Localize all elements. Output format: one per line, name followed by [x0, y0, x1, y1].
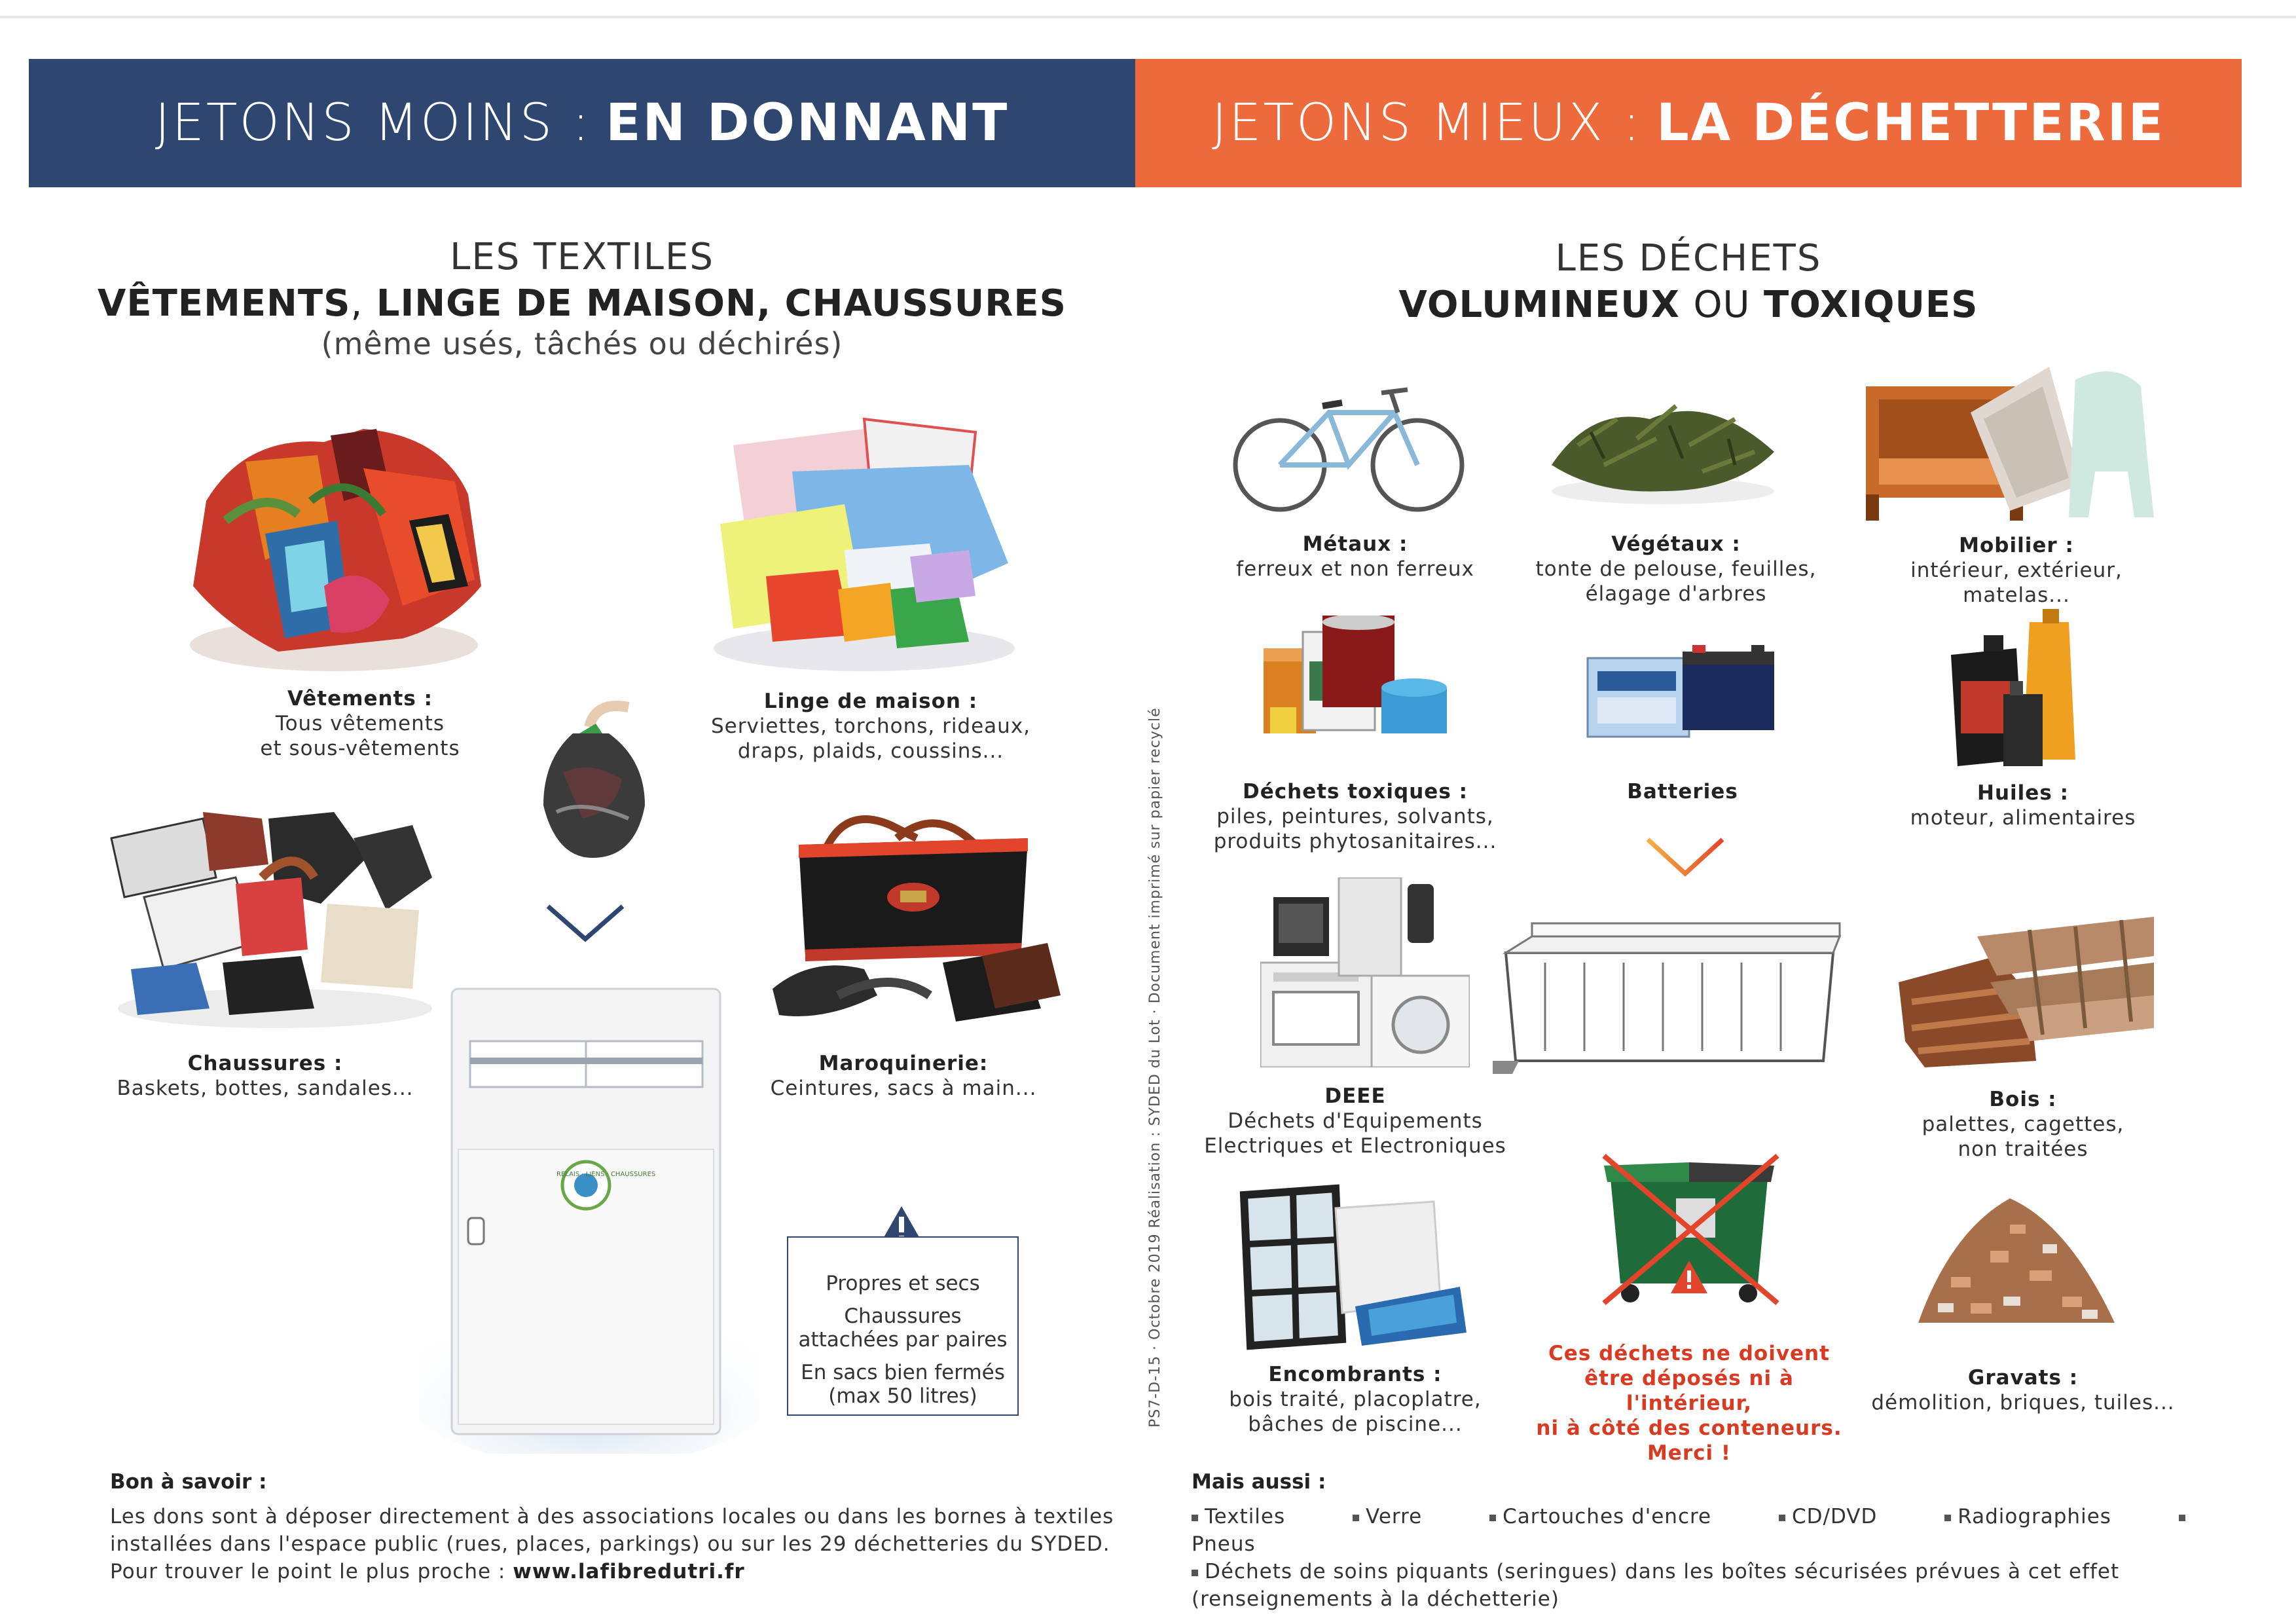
- right-note-line2: [1192, 1558, 2239, 1585]
- right-note-line3: (renseignements à la déchetterie): [1192, 1587, 1559, 1611]
- caption-title: Chaussures :: [187, 1052, 343, 1075]
- pallets-icon: [1886, 910, 2160, 1074]
- list-item: [1192, 1505, 1315, 1528]
- caption-title: Déchets toxiques :: [1243, 780, 1468, 803]
- bullet-icon: [1192, 1515, 1198, 1521]
- clothes-pile-icon: [167, 390, 498, 678]
- caption-desc: élagage d'arbres: [1585, 582, 1767, 606]
- forbidden-line: être déposés ni à l'intérieur,: [1584, 1367, 1794, 1415]
- textile-bag-icon: [517, 701, 668, 864]
- caption-gravats: [1846, 1365, 2200, 1415]
- forbidden-note: [1525, 1341, 1853, 1466]
- chevron-down-icon: [545, 904, 625, 943]
- bulky-waste-icon: [1237, 1182, 1473, 1352]
- bicycle-icon: [1231, 367, 1467, 517]
- chevron-down-icon: [1645, 837, 1725, 879]
- list-item: [1779, 1505, 1907, 1528]
- right-title-a: VOLUMINEUX: [1398, 284, 1680, 326]
- oil-cans-icon: [1944, 609, 2102, 773]
- caption-metaux: [1205, 532, 1506, 581]
- right-title-line1: LES DÉCHETS: [1555, 237, 1822, 280]
- caption-desc: draps, plaids, coussins...: [737, 739, 1004, 763]
- container-icon: [1493, 917, 1846, 1080]
- caption-desc: Electriques et Electroniques: [1204, 1134, 1506, 1158]
- top-rule: [0, 16, 2296, 18]
- caption-desc: tonte de pelouse, feuilles,: [1535, 557, 1817, 581]
- list-item: [1944, 1505, 2141, 1528]
- caption-title: Vêtements :: [287, 687, 433, 710]
- bullet-icon: [1489, 1515, 1496, 1521]
- list-item-label: Verre: [1366, 1505, 1423, 1528]
- linen-pile-icon: [694, 393, 1034, 674]
- green-waste-icon: [1539, 380, 1787, 511]
- forbidden-line: Merci !: [1647, 1441, 1732, 1465]
- left-note-line3: [110, 1558, 1131, 1585]
- caption-title: Végétaux :: [1611, 532, 1741, 556]
- right-note-line2-text: Déchets de soins piquants (seringues) dans les boîtes sécurisées prévues à cet effet: [1205, 1560, 2120, 1583]
- left-title-line1: LES TEXTILES: [450, 236, 714, 278]
- right-title-b: TOXIQUES: [1764, 284, 1978, 326]
- caption-mobilier: [1866, 533, 2167, 608]
- left-title-a: VÊTEMENTS: [98, 282, 351, 325]
- caption-bois: [1872, 1087, 2174, 1162]
- caption-vetements: [196, 686, 524, 761]
- caption-encombrants: [1198, 1362, 1512, 1437]
- caption-desc: bois traité, placoplatre,: [1229, 1388, 1482, 1411]
- caption-desc: Serviettes, torchons, rideaux,: [710, 714, 1031, 738]
- header-left: [29, 59, 1135, 187]
- forbidden-line: Ces déchets ne doivent: [1548, 1342, 1830, 1365]
- caption-title: Encombrants :: [1268, 1363, 1442, 1386]
- warning-line5: (max 50 litres): [828, 1384, 977, 1408]
- left-note-line2: installées dans l'espace public (rues, places, parkings) ou sur les 29 déchetteries du SYDED.: [110, 1532, 1110, 1556]
- caption-deee: [1178, 1084, 1532, 1158]
- header-right-light: JETONS MIEUX :: [1211, 94, 1643, 153]
- list-item-label: Radiographies: [1958, 1505, 2111, 1528]
- caption-desc: palettes, cagettes,: [1922, 1113, 2124, 1136]
- left-subtitle: (même usés, tâchés ou déchirés): [321, 326, 843, 361]
- left-note: [110, 1470, 1131, 1585]
- caption-desc: Tous vêtements: [275, 712, 445, 735]
- caption-desc: non traitées: [1958, 1137, 2088, 1161]
- header-right: [1135, 59, 2242, 187]
- left-title-b: LINGE DE MAISON, CHAUSSURES: [376, 282, 1066, 325]
- batteries-icon: [1584, 645, 1781, 743]
- header-left-bold: EN DONNANT: [606, 94, 1010, 153]
- print-credit: PS7-D-15 · Octobre 2019 Réalisation : SYDED du Lot · Document imprimé sur papier recyclé: [1147, 707, 1163, 1428]
- right-note-items: [1192, 1503, 2239, 1558]
- caption-desc: bâches de piscine...: [1248, 1412, 1463, 1436]
- list-item-label: Cartouches d'encre: [1503, 1505, 1712, 1528]
- caption-toxiques: [1192, 779, 1519, 854]
- caption-huiles: [1872, 781, 2174, 830]
- caption-title: Huiles :: [1977, 781, 2069, 805]
- caption-batteries: [1552, 779, 1813, 804]
- handbag-icon: [759, 805, 1067, 1041]
- caption-desc: Ceintures, sacs à main...: [770, 1077, 1037, 1100]
- caption-maroquinerie: [733, 1051, 1074, 1101]
- left-section-title: [29, 236, 1135, 361]
- bullet-icon: [1779, 1515, 1785, 1521]
- bin-label: RELAIS · LIENS · CHAUSSURES: [556, 1171, 656, 1178]
- forbidden-dumpster-icon: [1591, 1153, 1787, 1316]
- bullet-icon: [2179, 1515, 2185, 1521]
- caption-desc: Déchets d'Equipements: [1228, 1109, 1483, 1133]
- list-item-label: CD/DVD: [1791, 1505, 1878, 1528]
- header-left-light: JETONS MOINS :: [155, 94, 592, 153]
- header-right-bold: LA DÉCHETTERIE: [1656, 94, 2166, 153]
- caption-title: Bois :: [1989, 1088, 2057, 1111]
- caption-desc: et sous-vêtements: [260, 737, 460, 760]
- caption-title: Linge de maison :: [763, 690, 978, 713]
- list-item: [1489, 1505, 1741, 1528]
- left-title-line2: [29, 282, 1135, 325]
- caption-title: Gravats :: [1967, 1366, 2079, 1390]
- list-item: [1353, 1505, 1452, 1528]
- left-note-title: Bon à savoir :: [110, 1470, 267, 1494]
- website-link[interactable]: www.lafibredutri.fr: [513, 1560, 745, 1583]
- caption-desc: produits phytosanitaires...: [1213, 830, 1497, 853]
- right-note-title: Mais aussi :: [1192, 1470, 1326, 1494]
- caption-desc: matelas...: [1963, 583, 2070, 607]
- list-item-label: Pneus: [1192, 1532, 1256, 1556]
- left-note-prefix: Pour trouver le point le plus proche :: [110, 1560, 506, 1583]
- warning-line3: attachées par paires: [798, 1328, 1008, 1352]
- warning-line1: Propres et secs: [826, 1272, 980, 1295]
- warning-box: [787, 1236, 1019, 1416]
- shoes-pile-icon: [105, 799, 445, 1035]
- caption-chaussures: [92, 1051, 439, 1101]
- warning-line4: En sacs bien fermés: [801, 1361, 1005, 1384]
- forbidden-line: ni à côté des conteneurs.: [1536, 1416, 1842, 1440]
- caption-desc: moteur, alimentaires: [1910, 806, 2136, 830]
- right-note: [1192, 1470, 2239, 1613]
- right-section-title: [1135, 237, 2242, 326]
- caption-vegetaux: [1525, 532, 1827, 606]
- caption-title: Batteries: [1627, 780, 1738, 803]
- right-title-ou: OU: [1693, 284, 1751, 326]
- appliances-icon: [1260, 877, 1470, 1067]
- list-item-label: Textiles: [1205, 1505, 1286, 1528]
- caption-desc: intérieur, extérieur,: [1910, 559, 2123, 582]
- caption-desc: ferreux et non ferreux: [1236, 557, 1474, 581]
- left-note-line1: Les dons sont à déposer directement à des associations locales ou dans les bornes à textiles: [110, 1505, 1114, 1528]
- bullet-icon: [1192, 1570, 1198, 1576]
- paint-cans-icon: [1257, 616, 1467, 747]
- caption-title: DEEE: [1324, 1084, 1386, 1108]
- furniture-icon: [1859, 360, 2167, 524]
- bullet-icon: [1944, 1515, 1951, 1521]
- caption-title: Mobilier :: [1959, 534, 2074, 557]
- left-title-sep: ,: [350, 282, 363, 325]
- textile-bin-icon: [419, 969, 759, 1454]
- caption-desc: Baskets, bottes, sandales...: [117, 1077, 414, 1100]
- bullet-icon: [1353, 1515, 1359, 1521]
- caption-title: Métaux :: [1302, 532, 1408, 556]
- caption-desc: démolition, briques, tuiles...: [1871, 1391, 2175, 1414]
- right-title-line2: [1135, 284, 2242, 326]
- warning-line2: Chaussures: [844, 1304, 962, 1328]
- caption-desc: piles, peintures, solvants,: [1216, 805, 1494, 828]
- rubble-icon: [1912, 1179, 2121, 1342]
- caption-title: Maroquinerie:: [818, 1052, 989, 1075]
- caption-linge: [681, 689, 1061, 764]
